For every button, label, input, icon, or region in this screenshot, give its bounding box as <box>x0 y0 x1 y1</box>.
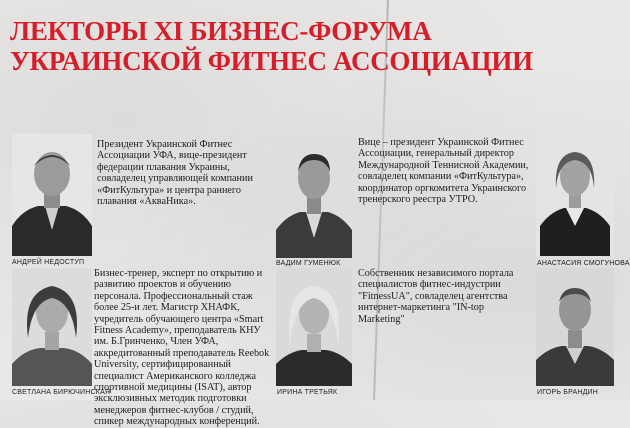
speaker-photo <box>276 138 352 258</box>
speaker-bio: Президент Украинской Фитнес Ассоциации УФА, вице-президент федерации плавания Украины, совладелец управляющей компании «ФитКультура» и центра раннего плавания «АкваНика». <box>97 139 253 208</box>
speaker-photo <box>12 268 92 386</box>
speaker-name: АНАСТАСИЯ СМОГУНОВА <box>537 260 630 267</box>
speaker-photo <box>536 136 614 256</box>
speaker-name: АНДРЕЙ НЕДОСТУП <box>12 259 85 266</box>
speaker-name: ВАДИМ ГУМЕНЮК <box>276 260 341 267</box>
speaker-photo <box>276 268 352 386</box>
title-line-1: ЛЕКТОРЫ XI БИЗНЕС-ФОРУМА <box>10 16 432 46</box>
speaker-photo <box>12 134 92 256</box>
speaker-bio: Бизнес-тренер, эксперт по открытию и развитию проектов и обучению персонала. Профессиональный стаж более 25-и лет. Магистр ХНАФК, учредитель обучающего центра «Smart Fitness Academy», преподаватель КНУ им. Б.Гринченко, Член УФА, аккредитованный преподаватель Reebok University, сертифицированный специалист Американского колледжа спортивной медицины (ISAT), автор эксклюзивных методик подготовки менеджеров фитнес-клубов / студий, спикер международных конференций. <box>94 268 270 428</box>
speaker-name: ИРИНА ТРЕТЬЯК <box>277 389 338 396</box>
page-title <box>10 16 533 76</box>
speaker-name: СВЕТЛАНА БИРЮЧИНСКАЯ <box>12 389 111 396</box>
speaker-name: ИГОРЬ БРАНДИН <box>537 389 599 396</box>
title-line-2: УКРАИНСКОЙ ФИТНЕС АССОЦИАЦИИ <box>10 46 533 76</box>
speaker-bio: Вице – президент Украинской Фитнес Ассоциации, генеральный директор Международной Теннисной Академии, совладелец компании «ФитКультура», координатор оргкомитета Украинского тренерского реестра УТРО. <box>358 137 529 206</box>
speaker-photo <box>536 268 614 386</box>
speaker-bio: Собственник независимого портала специалистов фитнес-индустрии "FitnessUA", совладелец агентства интернет-маркетинга "IN-top Marketing" <box>358 268 514 325</box>
